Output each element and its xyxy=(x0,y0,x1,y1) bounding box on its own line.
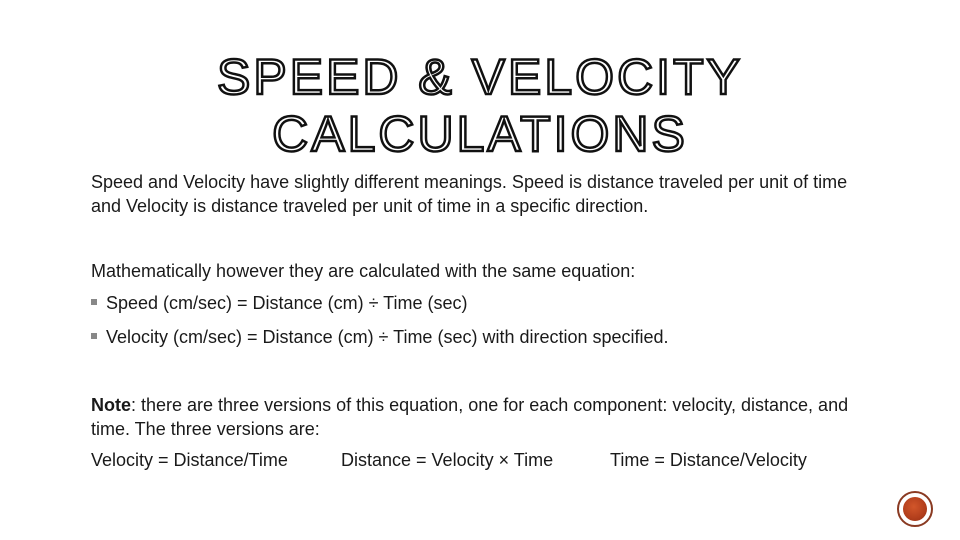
note-label: Note xyxy=(91,395,131,415)
corner-logo-inner xyxy=(903,497,927,521)
bullet-square-icon xyxy=(91,333,97,339)
time-equation: Time = Distance/Velocity xyxy=(610,450,807,470)
corner-logo-icon xyxy=(897,491,933,527)
velocity-equation: Velocity = Distance/Time xyxy=(91,450,288,470)
slide-title-line-2: CALCULATIONS xyxy=(272,106,688,162)
equation-intro-paragraph: Mathematically however they are calculated with the same equation: xyxy=(91,261,636,281)
note-paragraph xyxy=(91,393,881,441)
intro-paragraph: Speed and Velocity have slightly different meanings. Speed is distance traveled per unit of time and Velocity is distance traveled per unit of time in a specific direction. xyxy=(91,172,848,216)
note-text: : there are three versions of this equation, one for each component: velocity, distance, and time. The three versions are: xyxy=(91,395,849,439)
bullet-square-icon xyxy=(91,299,97,305)
distance-equation: Distance = Velocity × Time xyxy=(341,450,554,470)
bullet-text: Speed (cm/sec) = Distance (cm) ÷ Time (sec) xyxy=(106,293,468,313)
slide-title-line-1: SPEED & VELOCITY xyxy=(217,49,743,105)
bullet-velocity-equation xyxy=(91,325,669,349)
bullet-speed-equation xyxy=(91,291,467,315)
bullet-text: Velocity (cm/sec) = Distance (cm) ÷ Time (sec) with direction specified. xyxy=(106,327,669,347)
